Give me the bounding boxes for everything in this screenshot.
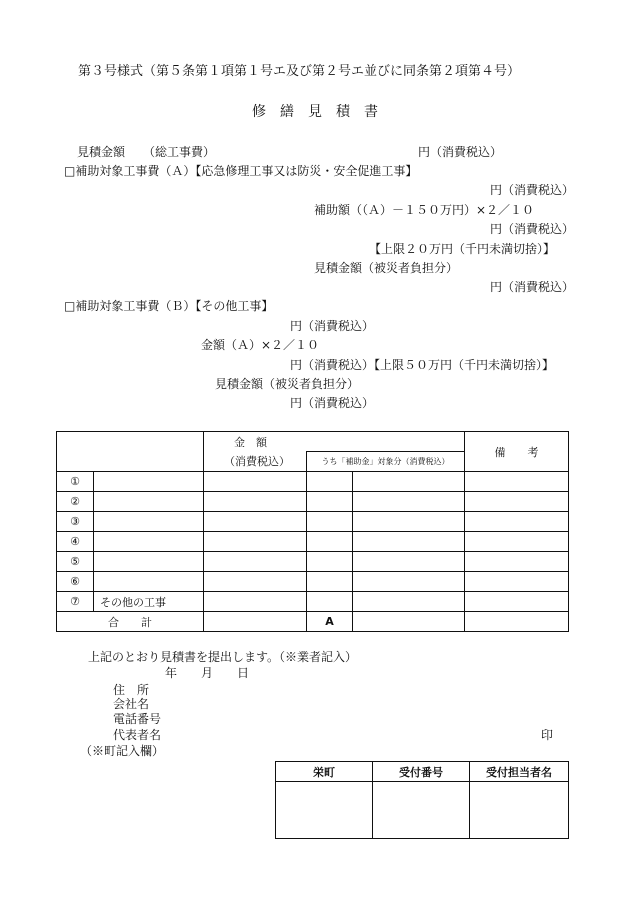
amount-header: 金 額 [204,432,465,452]
section-a-heading: □補助対象工事費（Ａ）【応急修理工事又は防災・安全促進工事】 [64,164,418,178]
table-row [57,512,569,532]
row-number: ② [57,492,94,512]
subsidy-cell-b[interactable] [353,472,465,492]
document-title: 修繕見積書 [252,104,392,120]
row-number: ⑦ [57,592,94,612]
remarks-cell[interactable] [465,512,569,532]
estimate-unit: 円（消費税込） [418,145,503,159]
submission-statement: 上記のとおり見積書を提出します。（※業者記入） [88,650,358,664]
estimate-label: 見積金額 （総工事費） [77,145,216,159]
subsidy-cell-a[interactable] [307,572,353,592]
seal-mark: 印 [541,728,554,742]
form-number: 第３号様式（第５条第１項第１号エ及び第２号エ並びに同条第２項第４号） [78,64,521,79]
header-blank [57,432,204,472]
work-cell[interactable] [94,532,204,552]
section-a-unit-1: 円（消費税込） [490,183,575,197]
company-label: 会社名 [113,697,150,711]
town-cell[interactable] [276,782,373,839]
work-cell[interactable] [94,472,204,492]
subsidy-cell-a[interactable] [307,472,353,492]
table-row [57,472,569,492]
subsidy-cell-a[interactable] [307,552,353,572]
subsidy-header: うち「補助金」対象分（消費税込） [307,452,465,472]
remarks-cell[interactable] [465,552,569,572]
subsidy-cell-a[interactable] [307,512,353,532]
amount-cell[interactable] [204,492,307,512]
subsidy-cell-a[interactable] [307,532,353,552]
section-a-unit-2: 円（消費税込） [490,222,575,236]
work-cell[interactable] [94,572,204,592]
subsidy-cell-b[interactable] [353,572,465,592]
remarks-header: 備 考 [465,432,569,472]
subsidy-cell-b[interactable] [353,592,465,612]
row-number: ③ [57,512,94,532]
amount-cell[interactable] [204,472,307,492]
address-label: 住 所 [113,683,150,697]
section-a-self-label: 見積金額（被災者負担分） [314,261,459,275]
subsidy-cell-b[interactable] [353,492,465,512]
amount-cell[interactable] [204,512,307,532]
receipt-number-header: 受付番号 [373,762,470,782]
other-work-label: その他の工事 [94,592,204,612]
row-number: ⑥ [57,572,94,592]
total-row [57,612,569,632]
row-number: ④ [57,532,94,552]
receiver-header: 受付担当者名 [470,762,569,782]
estimate-table [56,431,569,632]
receiver-cell[interactable] [470,782,569,839]
subsidy-cell-b[interactable] [353,532,465,552]
table-row [57,492,569,512]
amount-cell[interactable] [204,592,307,612]
row-number: ① [57,472,94,492]
total-mark: A [307,612,353,632]
subsidy-cell-b[interactable] [353,512,465,532]
table-row [57,552,569,572]
date-line: 年 月 日 [165,666,250,680]
section-b-unit-3: 円（消費税込） [290,396,375,410]
amount-cell[interactable] [204,552,307,572]
tax-header: （消費税込） [204,452,307,472]
total-remarks-cell[interactable] [465,612,569,632]
section-a-unit-3: 円（消費税込） [490,280,575,294]
remarks-cell[interactable] [465,532,569,552]
subsidy-formula: 補助額（（Ａ）－１５０万円）×２／１０ [314,203,535,217]
phone-label: 電話番号 [113,712,162,726]
amount-cell[interactable] [204,572,307,592]
section-b-self-label: 見積金額（被災者負担分） [215,377,360,391]
town-note: （※町記入欄） [80,744,165,758]
representative-label: 代表者名 [113,728,162,742]
total-label: 合 計 [57,612,204,632]
subsidy-cell-a[interactable] [307,592,353,612]
subsidy-cell-a[interactable] [307,492,353,512]
subsidy-cell-b[interactable] [353,552,465,572]
section-a-cap: 【上限２０万円（千円未満切捨）】 [369,242,556,256]
receipt-number-cell[interactable] [373,782,470,839]
section-b-unit-1: 円（消費税込） [290,319,375,333]
total-subsidy-cell[interactable] [353,612,465,632]
work-cell[interactable] [94,492,204,512]
section-b-formula: 金額（Ａ）×２／１０ [201,338,320,352]
table-row [57,592,569,612]
town-header: 栄町 [276,762,373,782]
total-amount-cell[interactable] [204,612,307,632]
town-office-table [275,761,569,839]
section-b-unit-cap: 円（消費税込）【上限５０万円（千円未満切捨）】 [290,358,555,372]
section-b-heading: □補助対象工事費（Ｂ）【その他工事】 [64,299,274,313]
amount-cell[interactable] [204,532,307,552]
remarks-cell[interactable] [465,592,569,612]
table-row [57,532,569,552]
remarks-cell[interactable] [465,492,569,512]
row-number: ⑤ [57,552,94,572]
remarks-cell[interactable] [465,472,569,492]
remarks-cell[interactable] [465,572,569,592]
work-cell[interactable] [94,552,204,572]
table-row [57,572,569,592]
work-cell[interactable] [94,512,204,532]
